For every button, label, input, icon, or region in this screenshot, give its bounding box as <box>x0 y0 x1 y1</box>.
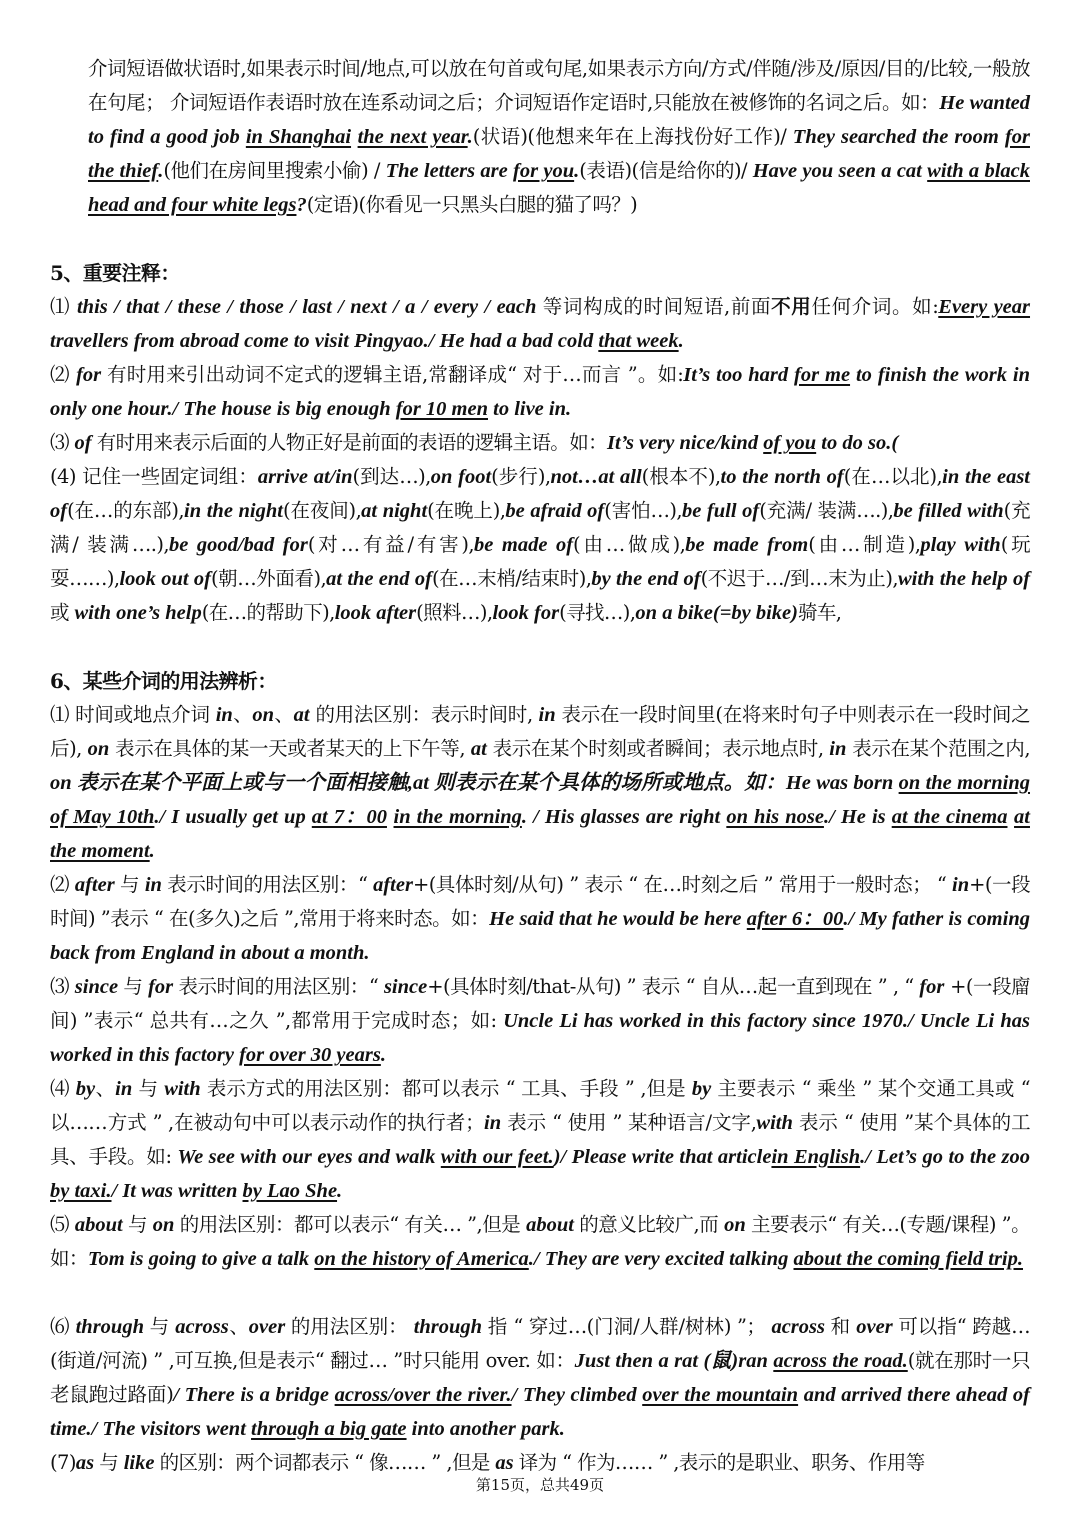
note-3: ⑶ of 有时用来表示后面的人物正好是前面的表语的逻辑主语。如：It’s very nice/kind of you to do so.( <box>50 431 899 454</box>
intro-paragraph: 介词短语做状语时,如果表示时间/地点,可以放在句首或句尾,如果表示方向/方式/伴随/涉及/原因/目的/比较,一般放在句尾； 介词短语作表语时放在连系动词之后；介词短语作定语时,只能放在被修饰的名词之后。如：He wanted to find a good job in Shanghai the next year.(状语)(他想来年在上海找份好工作)/ They searched the room for the thief.(他们在房间里搜索小偷) / The letters are for you.(表语)(信是给你的)/ Have you seen a cat with a black head and four white legs?(定语)(你看见一只黑头白腿的猫了吗？) <box>88 57 1030 216</box>
usage-5: ⑸ about 与 on 的用法区别：都可以表示“ 有关… ”,但是 about 的意义比较广,而 on 主要表示“ 有关…(专题/课程) ”。如：Tom is going to give a talk on the history of America./ They are very excited talking about the coming field trip. <box>50 1213 1030 1270</box>
note-2: ⑵ for 有时用来引出动词不定式的逻辑主语,常翻译成“ 对于…而言 ”。如:It’s too hard for me to finish the work in only one hour./ The house is big enough for 10 men to live in. <box>50 363 1030 420</box>
section-5-heading: 5、重要注释： <box>50 261 180 285</box>
usage-4: ⑷ by、in 与 with 表示方式的用法区别：都可以表示 “ 工具、手段 ” ,但是 by 主要表示 “ 乘坐 ” 某个交通工具或 “ 以……方式 ” ,在被动句中可以表示动作的执行者；in 表示 “ 使用 ” 某种语言/文字,with 表示 “ 使用 ”某个具体的工具、手段。如: We see with our eyes and walk with our feet.)/ Please write that articlein English./ Let’s go to the zoo by taxi./ It was written by Lao She. <box>50 1077 1030 1202</box>
usage-7: (7)as 与 like 的区别：两个词都表示 “ 像…… ” ,但是 as 译为 “ 作为…… ” ,表示的是职业、职务、作用等 <box>50 1451 925 1474</box>
note-4: (4) 记住一些固定词组：arrive at/in(到达…),on foot(步行),not…at all(根本不),to the north of(在…以北),in the east of(在…的东部),in the night(在夜间),at night(在晚上),be afraid of(害怕…),be full of(充满/ 装满….),be filled with(充满/ 装满….),be good/bad for(对…有益/有害),be made of(由…做成),be made from(由…制造),play with(玩耍……),look out of(朝…外面看),at the end of(在…末梢/结束时),by the end of(不迟于…/到…末为止),with the help of或 with one’s help(在…的帮助下),look after(照料…),look for(寻找…),on a bike(=by bike)骑车, <box>50 465 1031 624</box>
usage-1: ⑴ 时间或地点介词 in、on、at 的用法区别：表示时间时, in 表示在一段时间里(在将来时句子中则表示在一段时间之后), on 表示在具体的某一天或者某天的上下午等, at 表示在某个时刻或者瞬间；表示地点时, in 表示在某个范围之内, on 表示在某个平面上或与一个面相接触,at 则表示在某个具体的场所或地点。如：He was born on the morning of May 10th./ I usually get up at 7：00 in the morning. / His glasses are right on his nose./ He is at the cinema at the moment. <box>50 703 1031 862</box>
usage-3: ⑶ since 与 for 表示时间的用法区别：“ since+(具体时刻/that-从句) ” 表示 “ 自从…起一直到现在 ” , “ for +(一段廇间) ”表示“ 总共有…之久 ”,都常用于完成时态；如: Uncle Li has worked in this factory since 1970./ Uncle Li has worked in this factory for over 30 years. <box>50 975 1031 1066</box>
page-footer: 第15页，总共49页 <box>475 1476 605 1494</box>
section-6-heading: 6、某些介词的用法辨析： <box>50 669 277 693</box>
note-1: ⑴ this / that / these / those / last / next / a / every / each 等词构成的时间短语,前面不用任何介词。如:Every year travellers from abroad come to visit Pingyao./ He had a bad cold that week. <box>50 295 1031 352</box>
usage-2: ⑵ after 与 in 表示时间的用法区别：“ after+(具体时刻/从句) ” 表示 “ 在…时刻之后 ” 常用于一般时态； “ in+(一段时间) ”表示 “ 在(多久)之后 ”,常用于将来时态。如：He said that he would be here after 6：00./ My father is coming back from England in about a month. <box>50 873 1031 964</box>
usage-6: ⑹ through 与 across、over 的用法区别： through 指 “ 穿过…(门洞/人群/树林) ”； across 和 over 可以指“ 跨越…(街道/河流) ” ,可互换,但是表示“ 翻过… ”时只能用 over. 如：Just then a rat (鼠)ran across the road.(就在那时一只老鼠跑过路面)/ There is a bridge across/over the river./ They climbed over the mountain and arrived there ahead of time./ The visitors went through a big gate into another park. <box>50 1315 1030 1440</box>
